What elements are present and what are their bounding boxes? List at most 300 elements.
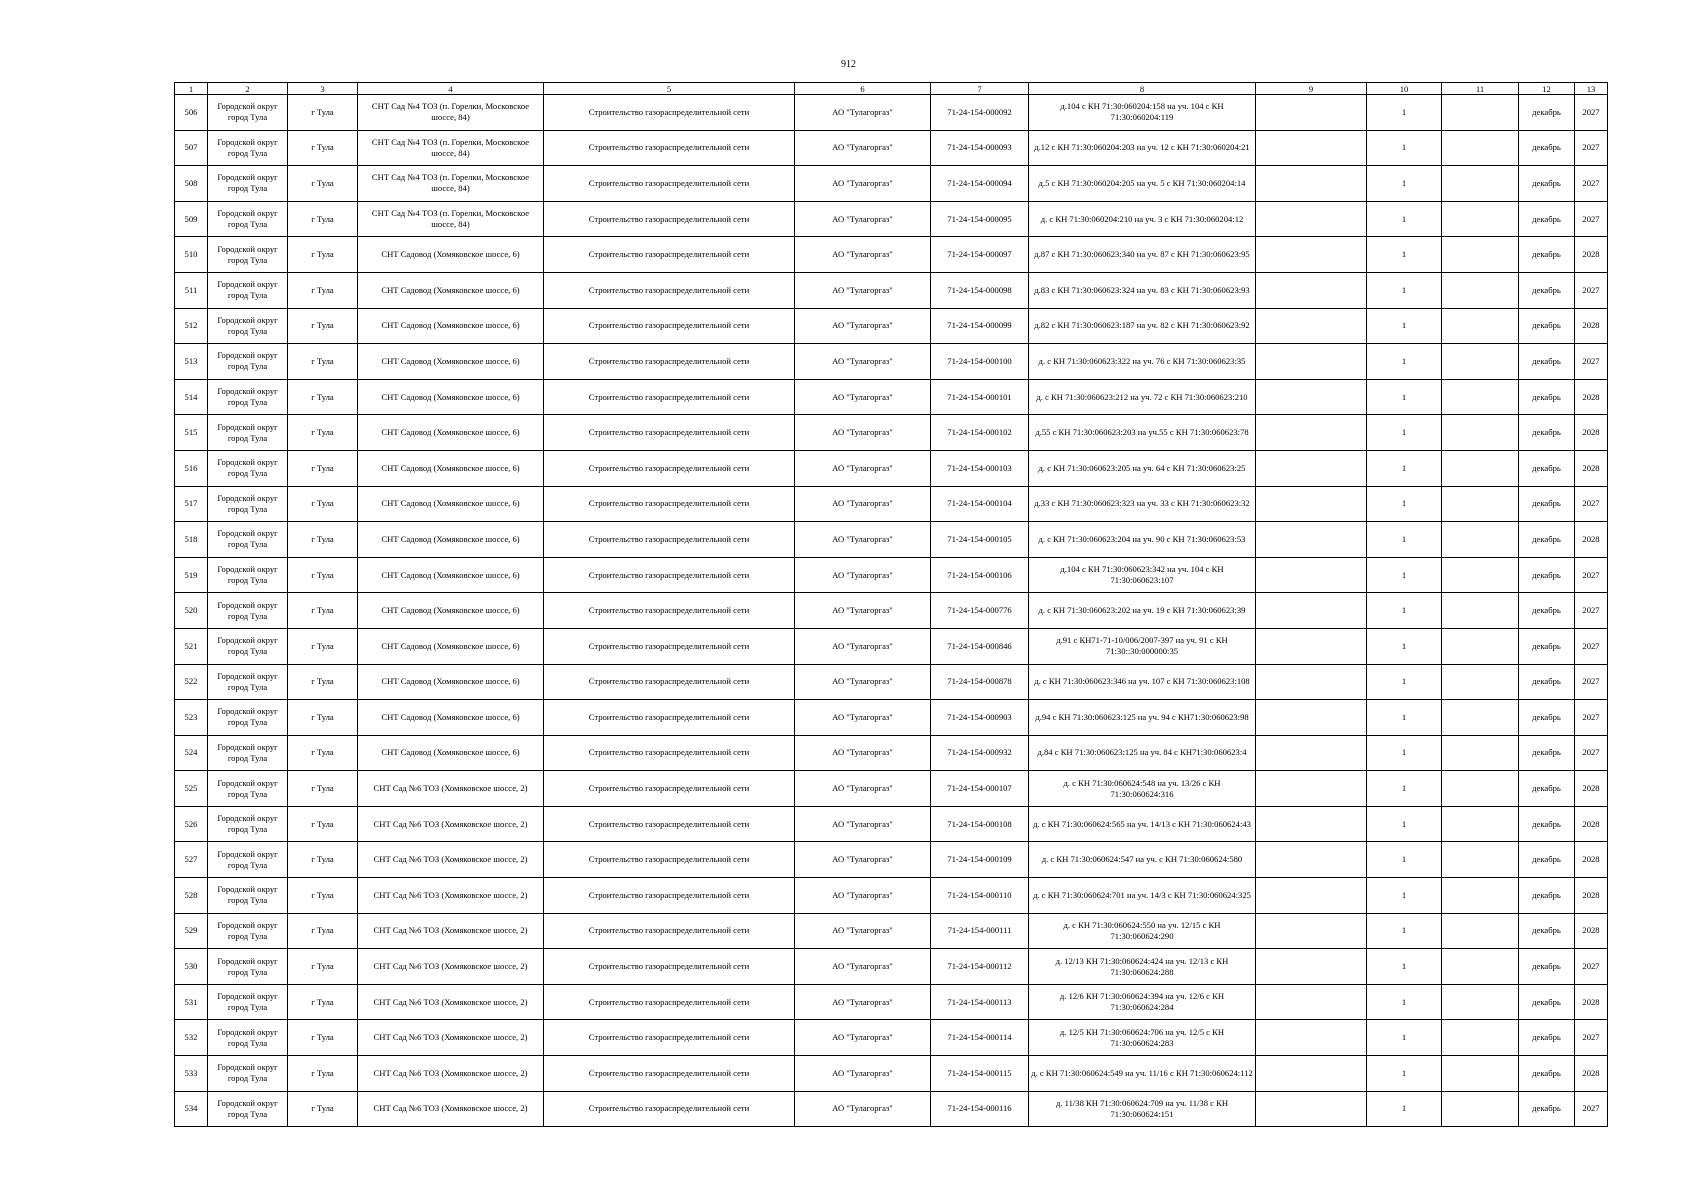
column-9-cell — [1256, 166, 1367, 202]
location-cell: СНТ Садовод (Хомяковское шоссе, 6) — [358, 415, 544, 451]
year-cell: 2027 — [1575, 557, 1608, 593]
organization-cell: АО "Тулагоргаз" — [795, 1056, 931, 1092]
month-cell: декабрь — [1519, 308, 1575, 344]
table-row — [175, 700, 1608, 736]
work-type-cell: Строительство газораспределительной сети — [544, 700, 795, 736]
table-row — [175, 878, 1608, 914]
object-description-cell: д.91 с КН71-71-10/006/2007-397 на уч. 91 с КН 71:30::30:000000:35 — [1029, 628, 1256, 664]
year-cell: 2027 — [1575, 344, 1608, 380]
object-description-cell: д. с КН 71:30:060624:548 на уч. 13/26 с КН 71:30:060624:316 — [1029, 771, 1256, 807]
year-cell: 2027 — [1575, 166, 1608, 202]
year-cell: 2027 — [1575, 201, 1608, 237]
work-type-cell: Строительство газораспределительной сети — [544, 344, 795, 380]
location-cell: СНТ Садовод (Хомяковское шоссе, 6) — [358, 664, 544, 700]
organization-cell: АО "Тулагоргаз" — [795, 842, 931, 878]
city-cell: г Тула — [288, 379, 358, 415]
object-description-cell: д.84 с КН 71:30:060623:125 на уч. 84 с КН71:30:060623:4 — [1029, 735, 1256, 771]
row-number: 515 — [175, 415, 208, 451]
column-9-cell — [1256, 700, 1367, 736]
city-cell: г Тула — [288, 700, 358, 736]
table-row — [175, 415, 1608, 451]
work-type-cell: Строительство газораспределительной сети — [544, 771, 795, 807]
row-number: 508 — [175, 166, 208, 202]
column-11-cell — [1442, 1056, 1519, 1092]
object-description-cell: д. с КН 71:30:060623:346 на уч. 107 с КН 71:30:060623:108 — [1029, 664, 1256, 700]
city-cell: г Тула — [288, 771, 358, 807]
column-9-cell — [1256, 522, 1367, 558]
column-9-cell — [1256, 771, 1367, 807]
month-cell: декабрь — [1519, 522, 1575, 558]
month-cell: декабрь — [1519, 344, 1575, 380]
registry-code-cell: 71-24-154-000903 — [931, 700, 1029, 736]
work-type-cell: Строительство газораспределительной сети — [544, 593, 795, 629]
city-cell: г Тула — [288, 450, 358, 486]
quantity-cell: 1 — [1367, 700, 1442, 736]
work-type-cell: Строительство газораспределительной сети — [544, 379, 795, 415]
work-type-cell: Строительство газораспределительной сети — [544, 949, 795, 985]
month-cell: декабрь — [1519, 166, 1575, 202]
registry-code-cell: 71-24-154-000097 — [931, 237, 1029, 273]
year-cell: 2028 — [1575, 379, 1608, 415]
year-cell: 2028 — [1575, 522, 1608, 558]
quantity-cell: 1 — [1367, 806, 1442, 842]
quantity-cell: 1 — [1367, 1020, 1442, 1056]
year-cell: 2027 — [1575, 628, 1608, 664]
organization-cell: АО "Тулагоргаз" — [795, 913, 931, 949]
registry-code-cell: 71-24-154-000098 — [931, 272, 1029, 308]
column-11-cell — [1442, 201, 1519, 237]
row-number: 509 — [175, 201, 208, 237]
table-row — [175, 1091, 1608, 1127]
table-row — [175, 949, 1608, 985]
column-9-cell — [1256, 1091, 1367, 1127]
object-description-cell: д. с КН 71:30:060623:212 на уч. 72 с КН 71:30:060623:210 — [1029, 379, 1256, 415]
year-cell: 2027 — [1575, 664, 1608, 700]
district-cell: Городской округ город Тула — [208, 1056, 288, 1092]
column-number: 2 — [208, 83, 288, 95]
quantity-cell: 1 — [1367, 201, 1442, 237]
quantity-cell: 1 — [1367, 522, 1442, 558]
month-cell: декабрь — [1519, 130, 1575, 166]
location-cell: СНТ Сад №4 ТОЗ (п. Горелки, Московское шоссе, 84) — [358, 166, 544, 202]
column-11-cell — [1442, 842, 1519, 878]
year-cell: 2027 — [1575, 486, 1608, 522]
table-row — [175, 593, 1608, 629]
column-11-cell — [1442, 379, 1519, 415]
organization-cell: АО "Тулагоргаз" — [795, 878, 931, 914]
register-table — [174, 82, 1608, 1127]
year-cell: 2028 — [1575, 308, 1608, 344]
district-cell: Городской округ город Тула — [208, 806, 288, 842]
location-cell: СНТ Садовод (Хомяковское шоссе, 6) — [358, 593, 544, 629]
row-number: 521 — [175, 628, 208, 664]
organization-cell: АО "Тулагоргаз" — [795, 628, 931, 664]
quantity-cell: 1 — [1367, 664, 1442, 700]
district-cell: Городской округ город Тула — [208, 984, 288, 1020]
object-description-cell: д.87 с КН 71:30:060623:340 на уч. 87 с КН 71:30:060623:95 — [1029, 237, 1256, 273]
quantity-cell: 1 — [1367, 237, 1442, 273]
city-cell: г Тула — [288, 628, 358, 664]
month-cell: декабрь — [1519, 1020, 1575, 1056]
column-9-cell — [1256, 1056, 1367, 1092]
work-type-cell: Строительство газораспределительной сети — [544, 450, 795, 486]
work-type-cell: Строительство газораспределительной сети — [544, 628, 795, 664]
row-number: 518 — [175, 522, 208, 558]
row-number: 517 — [175, 486, 208, 522]
quantity-cell: 1 — [1367, 1056, 1442, 1092]
organization-cell: АО "Тулагоргаз" — [795, 237, 931, 273]
organization-cell: АО "Тулагоргаз" — [795, 984, 931, 1020]
location-cell: СНТ Сад №4 ТОЗ (п. Горелки, Московское шоссе, 84) — [358, 95, 544, 131]
table-row — [175, 344, 1608, 380]
quantity-cell: 1 — [1367, 272, 1442, 308]
column-9-cell — [1256, 949, 1367, 985]
object-description-cell: д. с КН 71:30:060623:205 на уч. 64 с КН 71:30:060623:25 — [1029, 450, 1256, 486]
registry-code-cell: 71-24-154-000110 — [931, 878, 1029, 914]
city-cell: г Тула — [288, 842, 358, 878]
column-number: 3 — [288, 83, 358, 95]
table-row — [175, 95, 1608, 131]
month-cell: декабрь — [1519, 1056, 1575, 1092]
month-cell: декабрь — [1519, 593, 1575, 629]
city-cell: г Тула — [288, 984, 358, 1020]
year-cell: 2028 — [1575, 842, 1608, 878]
year-cell: 2027 — [1575, 95, 1608, 131]
registry-code-cell: 71-24-154-000116 — [931, 1091, 1029, 1127]
year-cell: 2027 — [1575, 1091, 1608, 1127]
table-row — [175, 130, 1608, 166]
organization-cell: АО "Тулагоргаз" — [795, 949, 931, 985]
registry-code-cell: 71-24-154-000846 — [931, 628, 1029, 664]
column-number: 7 — [931, 83, 1029, 95]
month-cell: декабрь — [1519, 237, 1575, 273]
row-number: 529 — [175, 913, 208, 949]
location-cell: СНТ Садовод (Хомяковское шоссе, 6) — [358, 700, 544, 736]
column-11-cell — [1442, 593, 1519, 629]
work-type-cell: Строительство газораспределительной сети — [544, 1056, 795, 1092]
registry-code-cell: 71-24-154-000094 — [931, 166, 1029, 202]
row-number: 525 — [175, 771, 208, 807]
column-11-cell — [1442, 771, 1519, 807]
location-cell: СНТ Сад №6 ТОЗ (Хомяковское шоссе, 2) — [358, 878, 544, 914]
registry-code-cell: 71-24-154-000107 — [931, 771, 1029, 807]
month-cell: декабрь — [1519, 95, 1575, 131]
column-9-cell — [1256, 878, 1367, 914]
year-cell: 2028 — [1575, 878, 1608, 914]
month-cell: декабрь — [1519, 201, 1575, 237]
table-row — [175, 1056, 1608, 1092]
year-cell: 2028 — [1575, 913, 1608, 949]
work-type-cell: Строительство газораспределительной сети — [544, 415, 795, 451]
city-cell: г Тула — [288, 664, 358, 700]
table-row — [175, 664, 1608, 700]
location-cell: СНТ Садовод (Хомяковское шоссе, 6) — [358, 450, 544, 486]
organization-cell: АО "Тулагоргаз" — [795, 344, 931, 380]
registry-code-cell: 71-24-154-000878 — [931, 664, 1029, 700]
organization-cell: АО "Тулагоргаз" — [795, 272, 931, 308]
column-9-cell — [1256, 486, 1367, 522]
object-description-cell: д.33 с КН 71:30:060623:323 на уч. 33 с КН 71:30:060623:32 — [1029, 486, 1256, 522]
object-description-cell: д. с КН 71:30:060623:202 на уч. 19 с КН 71:30:060623:39 — [1029, 593, 1256, 629]
year-cell: 2028 — [1575, 771, 1608, 807]
column-11-cell — [1442, 450, 1519, 486]
year-cell: 2028 — [1575, 1056, 1608, 1092]
column-number: 10 — [1367, 83, 1442, 95]
column-9-cell — [1256, 984, 1367, 1020]
district-cell: Городской округ город Тула — [208, 308, 288, 344]
row-number: 513 — [175, 344, 208, 380]
location-cell: СНТ Садовод (Хомяковское шоссе, 6) — [358, 486, 544, 522]
quantity-cell: 1 — [1367, 95, 1442, 131]
organization-cell: АО "Тулагоргаз" — [795, 95, 931, 131]
quantity-cell: 1 — [1367, 878, 1442, 914]
work-type-cell: Строительство газораспределительной сети — [544, 557, 795, 593]
district-cell: Городской округ город Тула — [208, 201, 288, 237]
registry-code-cell: 71-24-154-000113 — [931, 984, 1029, 1020]
object-description-cell: д.94 с КН 71:30:060623:125 на уч. 94 с КН71:30:060623:98 — [1029, 700, 1256, 736]
registry-code-cell: 71-24-154-000095 — [931, 201, 1029, 237]
column-9-cell — [1256, 272, 1367, 308]
column-11-cell — [1442, 95, 1519, 131]
column-9-cell — [1256, 806, 1367, 842]
row-number: 523 — [175, 700, 208, 736]
column-11-cell — [1442, 949, 1519, 985]
column-number: 1 — [175, 83, 208, 95]
work-type-cell: Строительство газораспределительной сети — [544, 95, 795, 131]
page-number: 912 — [841, 59, 856, 70]
location-cell: СНТ Сад №6 ТОЗ (Хомяковское шоссе, 2) — [358, 1020, 544, 1056]
table-row — [175, 379, 1608, 415]
row-number: 510 — [175, 237, 208, 273]
location-cell: СНТ Сад №6 ТОЗ (Хомяковское шоссе, 2) — [358, 1056, 544, 1092]
city-cell: г Тула — [288, 913, 358, 949]
row-number: 520 — [175, 593, 208, 629]
work-type-cell: Строительство газораспределительной сети — [544, 1020, 795, 1056]
city-cell: г Тула — [288, 95, 358, 131]
month-cell: декабрь — [1519, 415, 1575, 451]
location-cell: СНТ Сад №4 ТОЗ (п. Горелки, Московское шоссе, 84) — [358, 201, 544, 237]
organization-cell: АО "Тулагоргаз" — [795, 201, 931, 237]
month-cell: декабрь — [1519, 664, 1575, 700]
row-number: 519 — [175, 557, 208, 593]
month-cell: декабрь — [1519, 913, 1575, 949]
year-cell: 2027 — [1575, 700, 1608, 736]
organization-cell: АО "Тулагоргаз" — [795, 735, 931, 771]
row-number: 516 — [175, 450, 208, 486]
district-cell: Городской округ город Тула — [208, 415, 288, 451]
organization-cell: АО "Тулагоргаз" — [795, 379, 931, 415]
month-cell: декабрь — [1519, 949, 1575, 985]
city-cell: г Тула — [288, 308, 358, 344]
quantity-cell: 1 — [1367, 771, 1442, 807]
table-row — [175, 735, 1608, 771]
column-9-cell — [1256, 557, 1367, 593]
table-row — [175, 201, 1608, 237]
column-11-cell — [1442, 344, 1519, 380]
registry-code-cell: 71-24-154-000112 — [931, 949, 1029, 985]
column-11-cell — [1442, 486, 1519, 522]
column-11-cell — [1442, 415, 1519, 451]
district-cell: Городской округ город Тула — [208, 593, 288, 629]
year-cell: 2028 — [1575, 450, 1608, 486]
organization-cell: АО "Тулагоргаз" — [795, 166, 931, 202]
column-11-cell — [1442, 130, 1519, 166]
quantity-cell: 1 — [1367, 166, 1442, 202]
column-11-cell — [1442, 166, 1519, 202]
column-11-cell — [1442, 1020, 1519, 1056]
city-cell: г Тула — [288, 522, 358, 558]
location-cell: СНТ Садовод (Хомяковское шоссе, 6) — [358, 379, 544, 415]
table-row — [175, 557, 1608, 593]
row-number: 507 — [175, 130, 208, 166]
registry-code-cell: 71-24-154-000102 — [931, 415, 1029, 451]
row-number: 534 — [175, 1091, 208, 1127]
object-description-cell: д.5 с КН 71:30:060204:205 на уч. 5 с КН 71:30:060204:14 — [1029, 166, 1256, 202]
quantity-cell: 1 — [1367, 557, 1442, 593]
location-cell: СНТ Садовод (Хомяковское шоссе, 6) — [358, 522, 544, 558]
table-row — [175, 806, 1608, 842]
location-cell: СНТ Садовод (Хомяковское шоссе, 6) — [358, 237, 544, 273]
month-cell: декабрь — [1519, 379, 1575, 415]
column-11-cell — [1442, 984, 1519, 1020]
table-row — [175, 272, 1608, 308]
row-number: 527 — [175, 842, 208, 878]
object-description-cell: д. с КН 71:30:060623:322 на уч. 76 с КН 71:30:060623:35 — [1029, 344, 1256, 380]
column-11-cell — [1442, 878, 1519, 914]
column-9-cell — [1256, 1020, 1367, 1056]
table-row — [175, 450, 1608, 486]
district-cell: Городской округ город Тула — [208, 379, 288, 415]
table-row — [175, 1020, 1608, 1056]
row-number: 514 — [175, 379, 208, 415]
quantity-cell: 1 — [1367, 450, 1442, 486]
table-row — [175, 308, 1608, 344]
organization-cell: АО "Тулагоргаз" — [795, 522, 931, 558]
year-cell: 2027 — [1575, 272, 1608, 308]
location-cell: СНТ Садовод (Хомяковское шоссе, 6) — [358, 735, 544, 771]
column-number: 4 — [358, 83, 544, 95]
work-type-cell: Строительство газораспределительной сети — [544, 201, 795, 237]
column-11-cell — [1442, 664, 1519, 700]
city-cell: г Тула — [288, 201, 358, 237]
column-9-cell — [1256, 593, 1367, 629]
month-cell: декабрь — [1519, 450, 1575, 486]
location-cell: СНТ Садовод (Хомяковское шоссе, 6) — [358, 272, 544, 308]
work-type-cell: Строительство газораспределительной сети — [544, 878, 795, 914]
quantity-cell: 1 — [1367, 130, 1442, 166]
column-11-cell — [1442, 557, 1519, 593]
location-cell: СНТ Сад №6 ТОЗ (Хомяковское шоссе, 2) — [358, 806, 544, 842]
column-11-cell — [1442, 806, 1519, 842]
column-9-cell — [1256, 308, 1367, 344]
row-number: 531 — [175, 984, 208, 1020]
column-9-cell — [1256, 628, 1367, 664]
month-cell: декабрь — [1519, 700, 1575, 736]
location-cell: СНТ Садовод (Хомяковское шоссе, 6) — [358, 628, 544, 664]
city-cell: г Тула — [288, 415, 358, 451]
year-cell: 2027 — [1575, 130, 1608, 166]
object-description-cell: д. 11/38 КН 71:30:060624:709 на уч. 11/38 с КН 71:30:060624:151 — [1029, 1091, 1256, 1127]
location-cell: СНТ Сад №6 ТОЗ (Хомяковское шоссе, 2) — [358, 842, 544, 878]
column-number-row — [175, 83, 1608, 95]
object-description-cell: д.12 с КН 71:30:060204:203 на уч. 12 с КН 71:30:060204:21 — [1029, 130, 1256, 166]
column-number: 5 — [544, 83, 795, 95]
city-cell: г Тула — [288, 1056, 358, 1092]
city-cell: г Тула — [288, 593, 358, 629]
year-cell: 2027 — [1575, 735, 1608, 771]
location-cell: СНТ Сад №6 ТОЗ (Хомяковское шоссе, 2) — [358, 949, 544, 985]
object-description-cell: д. с КН 71:30:060204:210 на уч. 3 с КН 71:30:060204:12 — [1029, 201, 1256, 237]
registry-code-cell: 71-24-154-000932 — [931, 735, 1029, 771]
organization-cell: АО "Тулагоргаз" — [795, 664, 931, 700]
registry-code-cell: 71-24-154-000104 — [931, 486, 1029, 522]
location-cell: СНТ Сад №6 ТОЗ (Хомяковское шоссе, 2) — [358, 771, 544, 807]
registry-code-cell: 71-24-154-000108 — [931, 806, 1029, 842]
registry-code-cell: 71-24-154-000100 — [931, 344, 1029, 380]
organization-cell: АО "Тулагоргаз" — [795, 593, 931, 629]
registry-code-cell: 71-24-154-000776 — [931, 593, 1029, 629]
quantity-cell: 1 — [1367, 379, 1442, 415]
district-cell: Городской округ город Тула — [208, 842, 288, 878]
row-number: 532 — [175, 1020, 208, 1056]
organization-cell: АО "Тулагоргаз" — [795, 308, 931, 344]
work-type-cell: Строительство газораспределительной сети — [544, 664, 795, 700]
row-number: 533 — [175, 1056, 208, 1092]
year-cell: 2028 — [1575, 237, 1608, 273]
quantity-cell: 1 — [1367, 415, 1442, 451]
organization-cell: АО "Тулагоргаз" — [795, 415, 931, 451]
registry-code-cell: 71-24-154-000093 — [931, 130, 1029, 166]
month-cell: декабрь — [1519, 272, 1575, 308]
month-cell: декабрь — [1519, 806, 1575, 842]
object-description-cell: д.104 с КН 71:30:060204:158 на уч. 104 с КН 71:30:060204:119 — [1029, 95, 1256, 131]
work-type-cell: Строительство газораспределительной сети — [544, 308, 795, 344]
district-cell: Городской округ город Тула — [208, 237, 288, 273]
district-cell: Городской округ город Тула — [208, 95, 288, 131]
work-type-cell: Строительство газораспределительной сети — [544, 272, 795, 308]
city-cell: г Тула — [288, 806, 358, 842]
column-9-cell — [1256, 415, 1367, 451]
column-number: 6 — [795, 83, 931, 95]
table-row — [175, 842, 1608, 878]
registry-code-cell: 71-24-154-000099 — [931, 308, 1029, 344]
city-cell: г Тула — [288, 949, 358, 985]
organization-cell: АО "Тулагоргаз" — [795, 486, 931, 522]
object-description-cell: д. с КН 71:30:060624:547 на уч. с КН 71:30:060624:580 — [1029, 842, 1256, 878]
quantity-cell: 1 — [1367, 842, 1442, 878]
city-cell: г Тула — [288, 486, 358, 522]
month-cell: декабрь — [1519, 628, 1575, 664]
organization-cell: АО "Тулагоргаз" — [795, 130, 931, 166]
year-cell: 2027 — [1575, 949, 1608, 985]
district-cell: Городской округ город Тула — [208, 913, 288, 949]
location-cell: СНТ Садовод (Хомяковское шоссе, 6) — [358, 308, 544, 344]
organization-cell: АО "Тулагоргаз" — [795, 557, 931, 593]
object-description-cell: д. 12/5 КН 71:30:060624:706 на уч. 12/5 с КН 71:30:060624:283 — [1029, 1020, 1256, 1056]
district-cell: Городской округ город Тула — [208, 344, 288, 380]
district-cell: Городской округ город Тула — [208, 557, 288, 593]
row-number: 524 — [175, 735, 208, 771]
table-row — [175, 771, 1608, 807]
column-number: 12 — [1519, 83, 1575, 95]
city-cell: г Тула — [288, 1020, 358, 1056]
registry-code-cell: 71-24-154-000114 — [931, 1020, 1029, 1056]
district-cell: Городской округ город Тула — [208, 1091, 288, 1127]
district-cell: Городской округ город Тула — [208, 522, 288, 558]
district-cell: Городской округ город Тула — [208, 1020, 288, 1056]
location-cell: СНТ Сад №6 ТОЗ (Хомяковское шоссе, 2) — [358, 913, 544, 949]
column-9-cell — [1256, 913, 1367, 949]
